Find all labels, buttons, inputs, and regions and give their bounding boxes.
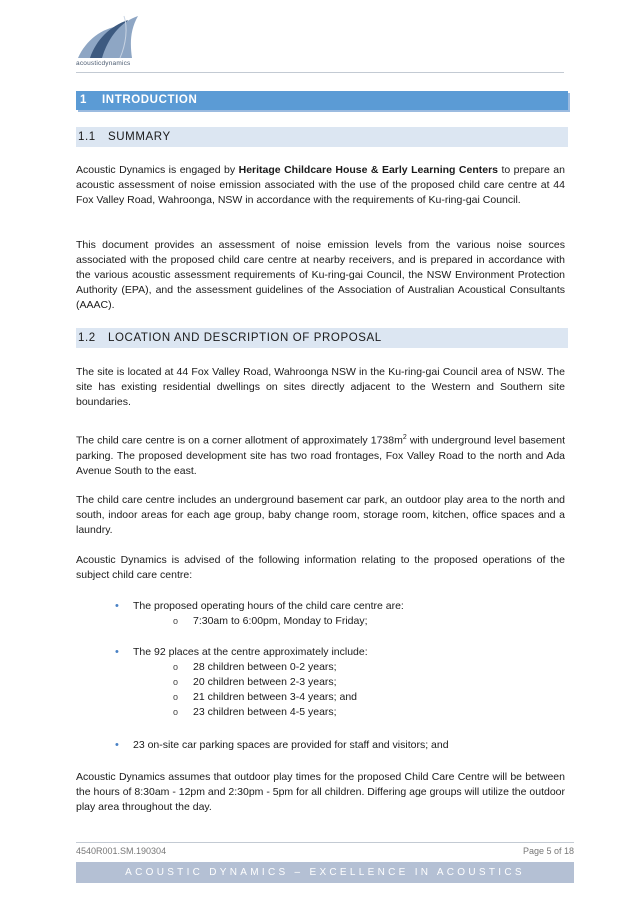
subsection-heading-location	[76, 328, 568, 348]
location-paragraph-1: The site is located at 44 Fox Valley Road, Wahroonga NSW in the Ku-ring-gai Council area of NSW. The site has existing residential dwellings on sites directly adjacent to the Western and Southern site boundaries.	[76, 366, 565, 408]
client-name: Heritage Childcare House & Early Learning Centers	[238, 164, 498, 176]
sub-list-item: o 21 children between 3-4 years; and	[173, 691, 358, 703]
sub-bullet-icon: o	[173, 662, 179, 672]
location-paragraph-2: The child care centre is on a corner allotment of approximately $1738m^2$ with underground level basement parking. The proposed development site has two road frontages, Fox Valley Road to the north and Ada Avenue South to the east.	[76, 434, 565, 477]
sub-list-item: o 20 children between 2-3 years;	[173, 676, 337, 688]
header-divider	[76, 72, 564, 73]
subsection-number: 1.2	[78, 332, 96, 344]
company-logo	[76, 14, 156, 70]
sub-list-item: o 23 children between 4-5 years;	[173, 706, 337, 718]
section-title: INTRODUCTION	[102, 94, 198, 106]
sub-bullet-icon: o	[173, 677, 179, 687]
logo-waves-icon	[76, 14, 156, 60]
logo-wordmark: acousticdynamics	[76, 60, 131, 67]
footer-divider	[76, 842, 574, 843]
subsection-title: LOCATION AND DESCRIPTION OF PROPOSAL	[108, 332, 382, 344]
summary-paragraph-1: Acoustic Dynamics is engaged by Heritage Childcare House & Early Learning Centers to prepare an acoustic assessment of noise emission associated with the use of the proposed child care centre at 44 Fox Valley Road, Wahroonga, NSW in accordance with the requirements of Ku-ring-gai Council.	[76, 164, 565, 206]
location-paragraph-5: Acoustic Dynamics assumes that outdoor play times for the proposed Child Care Centre will be between the hours of 8:30am - 12pm and 2:30pm - 5pm for all children. Differing age groups will utilize the outdoor play area throughout the day.	[76, 771, 565, 813]
bullet-icon: •	[115, 739, 119, 751]
document-reference: 4540R001.SM.190304	[76, 846, 167, 856]
footer-tagline: ACOUSTIC DYNAMICS – EXCELLENCE IN ACOUSTICS	[76, 862, 574, 883]
sub-bullet-icon: o	[173, 616, 179, 626]
page-number: Page 5 of 18	[522, 846, 574, 856]
bullet-icon: •	[115, 646, 119, 658]
subsection-heading-summary	[76, 127, 568, 147]
summary-paragraph-2: This document provides an assessment of noise emission levels from the various noise sources associated with the proposed child care centre at nearby receivers, and is prepared in accordance with the various acoustic assessment requirements of Ku-ring-gai Council, the NSW Environment Protection Authority (EPA), and the assessment guidelines of the Association of Australian Acoustical Consultants (AAAC).	[76, 239, 565, 311]
sub-list-item: o 7:30am to 6:00pm, Monday to Friday;	[173, 615, 368, 627]
section-number: 1	[80, 94, 87, 106]
location-paragraph-3: The child care centre includes an underground basement car park, an outdoor play area to the north and south, indoor areas for each age group, baby change room, storage room, kitchen, office spaces and a laundry.	[76, 494, 565, 536]
sub-bullet-icon: o	[173, 707, 179, 717]
sub-bullet-icon: o	[173, 692, 179, 702]
subsection-title: SUMMARY	[108, 131, 171, 143]
section-heading-introduction	[76, 91, 568, 110]
location-paragraph-4: Acoustic Dynamics is advised of the following information relating to the proposed operations of the subject child care centre:	[76, 554, 565, 581]
subsection-number: 1.1	[78, 131, 96, 143]
sub-list-item: o 28 children between 0-2 years;	[173, 661, 337, 673]
bullet-icon: •	[115, 600, 119, 612]
